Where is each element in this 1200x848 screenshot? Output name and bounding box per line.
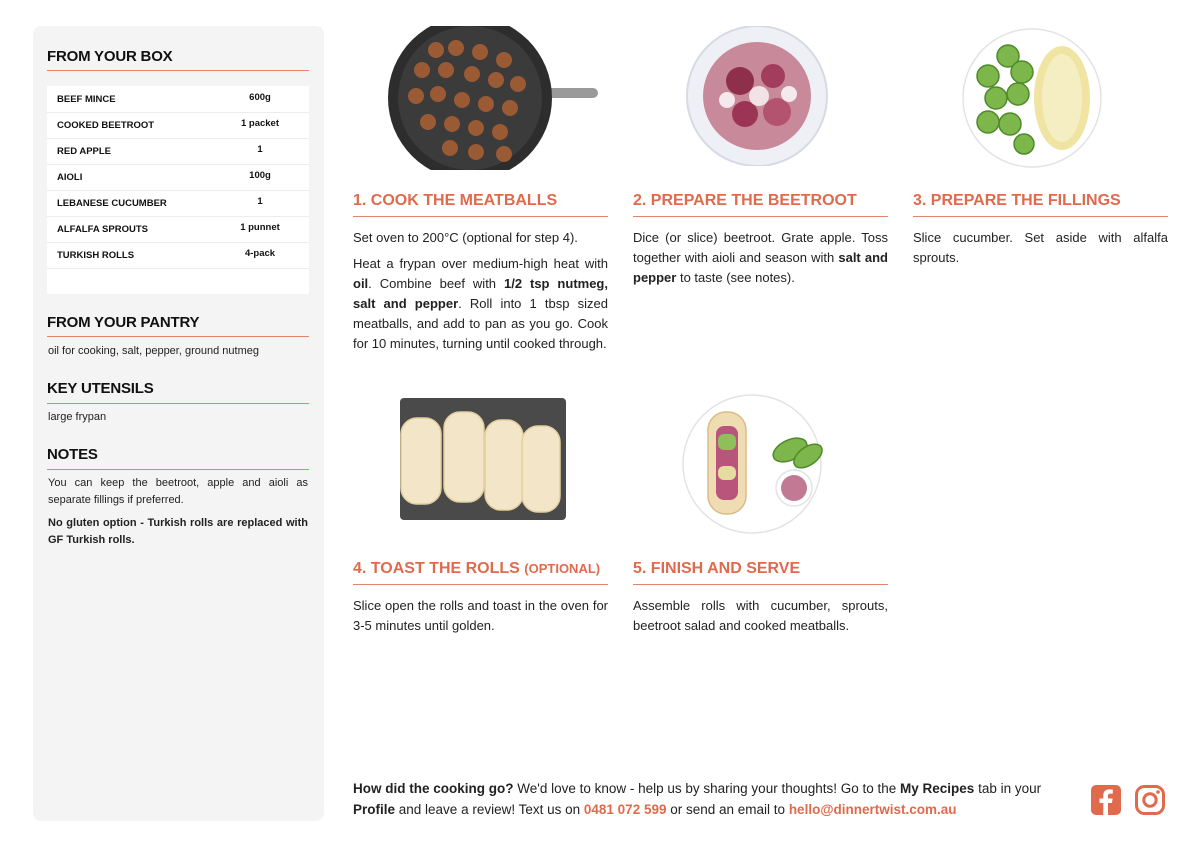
ingredient-qty: 1 packet	[240, 118, 280, 129]
instagram-icon[interactable]	[1134, 784, 1166, 816]
ingredient-name: COOKED BEETROOT	[57, 120, 155, 131]
ingredient-qty: 600g	[249, 92, 271, 103]
notes-text	[48, 475, 308, 555]
step-2-method: Dice (or slice) beetroot. Grate apple. Toss together with aioli and season with salt and pepper to taste (see notes).	[633, 230, 888, 285]
divider	[353, 216, 608, 217]
divider	[47, 403, 309, 404]
filled-roll	[708, 412, 746, 514]
box-title: FROM YOUR BOX	[47, 48, 173, 65]
turkish-rolls	[401, 412, 560, 512]
divider	[913, 216, 1168, 217]
profile-link[interactable]: Profile	[353, 802, 396, 817]
gluten-note: No gluten option - Turkish rolls are replaced with GF Turkish rolls.	[48, 517, 308, 546]
step-2-title: 2. PREPARE THE BEETROOT	[633, 192, 857, 209]
divider	[353, 584, 608, 585]
step-4-title: 4. TOAST THE ROLLS (OPTIONAL)	[353, 560, 601, 577]
step-5-title: 5. FINISH AND SERVE	[633, 560, 801, 577]
step-5-body	[633, 596, 888, 642]
step-3-body	[913, 228, 1168, 274]
notes-title: NOTES	[47, 446, 98, 463]
alfalfa-sprouts	[1034, 46, 1090, 150]
feedback-question: How did the cooking go?	[353, 781, 514, 796]
pantry-title: FROM YOUR PANTRY	[47, 314, 200, 331]
ingredients-table	[47, 86, 309, 294]
step-1-method: Heat a frypan over medium-high heat with oil. Combine beef with 1/2 tsp nutmeg, salt and pepper. Roll into 1 tbsp sized meatballs, and add to pan as you go. Cook for 10 minutes, turning until cooked through.	[353, 256, 608, 351]
divider	[47, 70, 309, 71]
ingredient-name: LEBANESE CUCUMBER	[57, 198, 167, 209]
fillings-plate-photo	[962, 28, 1102, 168]
finished-roll-photo	[682, 394, 834, 534]
notes-paragraph: You can keep the beetroot, apple and aioli as separate fillings if preferred.	[48, 477, 308, 506]
step-1-title: 1. COOK THE MEATBALLS	[353, 192, 558, 209]
email-link[interactable]: hello@dinnertwist.com.au	[788, 802, 957, 817]
ingredient-qty: 1	[257, 144, 263, 155]
ingredient-qty: 100g	[249, 170, 271, 181]
pantry-text: oil for cooking, salt, pepper, ground nutmeg	[48, 345, 259, 357]
ingredients-sidebar	[33, 26, 324, 821]
ingredient-name: BEEF MINCE	[57, 94, 116, 105]
ingredient-row	[47, 86, 309, 113]
ingredient-name: ALFALFA SPROUTS	[57, 224, 148, 235]
step-3-title: 3. PREPARE THE FILLINGS	[913, 192, 1121, 209]
ingredient-name: RED APPLE	[57, 146, 112, 157]
step-3-method: Slice cucumber. Set aside with alfalfa sprouts.	[913, 230, 1168, 265]
feedback-footer: How did the cooking go? We'd love to know - help us by sharing your thoughts! Go to the My Recipes tab in your Profile and leave a review! Text us on 0481 072 599 or send an email to hello@dinnertwist.com.au	[353, 781, 1042, 817]
divider	[633, 216, 888, 217]
optional-tag: (OPTIONAL)	[524, 561, 601, 576]
ingredient-row	[47, 164, 309, 191]
ingredient-row	[47, 190, 309, 217]
ingredient-row	[47, 138, 309, 165]
step-1-body	[353, 228, 608, 360]
step-5-method: Assemble rolls with cucumber, sprouts, beetroot salad and cooked meatballs.	[633, 598, 888, 633]
meatballs-pan-photo	[388, 26, 600, 170]
ingredient-qty: 1	[257, 196, 263, 207]
step-1-preheat: Set oven to 200°C (optional for step 4).	[353, 230, 578, 245]
beetroot-bowl-photo	[685, 26, 829, 166]
ingredient-row	[47, 216, 309, 243]
my-recipes-link[interactable]: My Recipes	[900, 781, 975, 796]
utensils-text: large frypan	[48, 411, 107, 423]
rolls-tray-photo	[398, 396, 568, 522]
divider	[47, 336, 309, 337]
step-2-body	[633, 228, 888, 294]
step-4-body	[353, 596, 608, 642]
ingredient-name: TURKISH ROLLS	[57, 250, 135, 261]
utensils-title: KEY UTENSILS	[47, 380, 154, 397]
ingredient-qty: 4-pack	[244, 248, 276, 259]
phone-link[interactable]: 0481 072 599	[583, 802, 667, 817]
divider	[633, 584, 888, 585]
divider	[47, 469, 309, 470]
step-4-method: Slice open the rolls and toast in the oven for 3-5 minutes until golden.	[353, 598, 608, 633]
beetroot-salad	[703, 42, 811, 150]
facebook-icon[interactable]	[1090, 784, 1122, 816]
ingredient-row	[47, 112, 309, 139]
ingredient-name: AIOLI	[57, 172, 83, 183]
ingredient-row	[47, 242, 309, 269]
ingredient-qty: 1 punnet	[240, 222, 280, 233]
